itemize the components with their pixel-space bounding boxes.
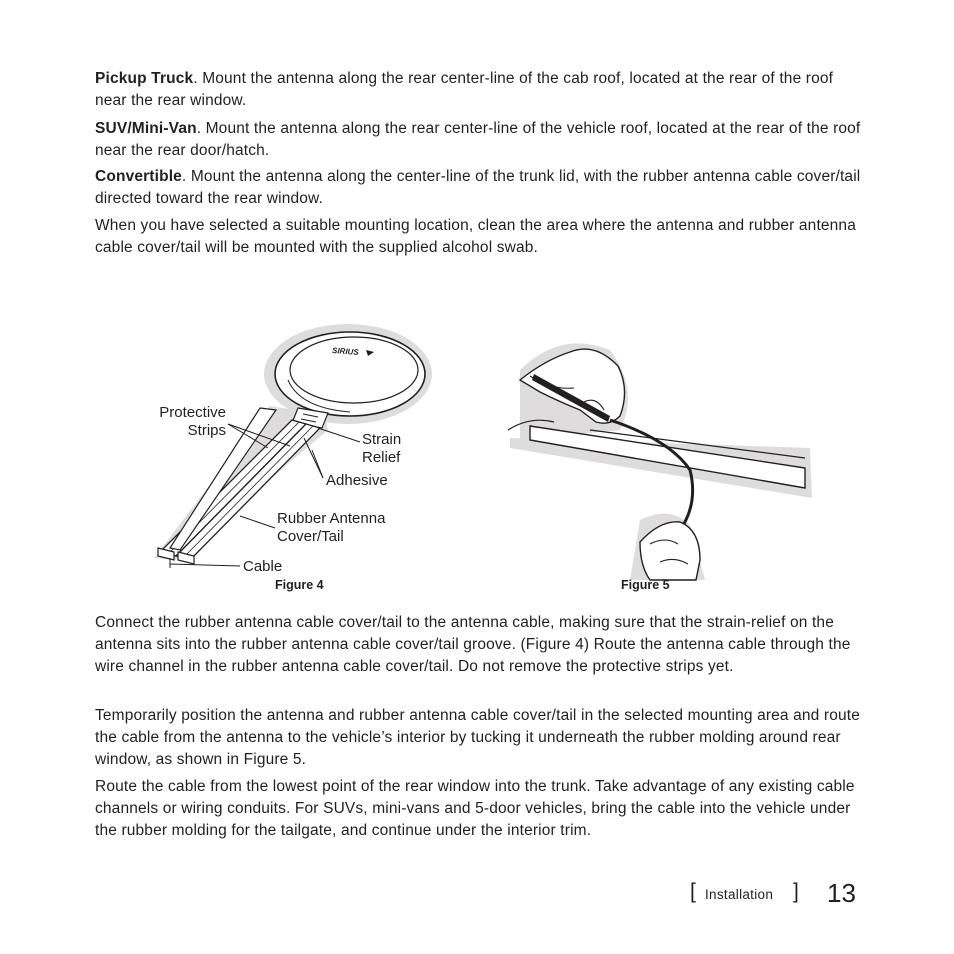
sirius-logo: SIRIUS [331,346,359,357]
paragraph-convertible [95,166,865,210]
term-convertible: Convertible [95,168,182,185]
footer-section-name: Installation [705,887,774,902]
footer-right-bracket: ] [793,880,799,903]
term-pickup-truck: Pickup Truck [95,70,194,87]
paragraph-clean-area: When you have selected a suitable mounting location, clean the area where the antenna and rubber antenna cable cover/tail will be mounted with the supplied alcohol swab. [95,217,856,256]
page-number: 13 [827,878,856,908]
figure-4 [140,320,460,600]
antenna-illustration [140,320,460,600]
label-strain-line1: Strain [362,431,402,448]
label-strain-relief [362,431,401,467]
page-footer [690,878,870,912]
convertible-text: . Mount the antenna along the center-line of the trunk lid, with the rubber antenna cable cover/tail directed toward the rear window. [95,168,861,207]
paragraph-temporary-position: Temporarily position the antenna and rubber antenna cable cover/tail in the selected mounting area and route the cable from the antenna to the vehicle’s interior by tucking it underneath the rubber molding around rear window, as shown in Figure 5. [95,707,860,768]
label-protective-strips [146,404,226,440]
label-rubber-antenna-cover-tail [277,510,385,546]
label-rubber-line1: Rubber Antenna [277,510,386,527]
label-strain-line2: Relief [362,449,401,466]
figure-5-caption: Figure 5 [621,578,670,592]
figure-4-caption: Figure 4 [275,578,324,592]
term-suv-minivan: SUV/Mini-Van [95,120,197,137]
label-rubber-line2: Cover/Tail [277,528,344,545]
hands-routing-cable-illustration [500,330,820,600]
label-adhesive: Adhesive [326,472,388,489]
suv-minivan-text: . Mount the antenna along the rear center-line of the vehicle roof, located at the rear of the roof near the rear door/hatch. [95,120,861,159]
paragraph-suv-minivan [95,118,865,162]
label-protective-line1: Protective [159,404,226,421]
paragraph-pickup-truck [95,68,865,112]
paragraph-connect-cable: Connect the rubber antenna cable cover/tail to the antenna cable, making sure that the strain-relief on the antenna sits into the rubber antenna cable cover/tail groove. (Figure 4) Route the antenna cable through the wire channel in the rubber antenna cable cover/tail. Do not remove the protective strips yet. [95,614,851,675]
label-protective-line2: Strips [187,422,226,439]
footer-left-bracket: [ [690,880,696,903]
label-cable: Cable [243,558,283,575]
pickup-truck-text: . Mount the antenna along the rear center-line of the cab roof, located at the rear of the roof near the rear window. [95,70,834,109]
paragraph-route-cable: Route the cable from the lowest point of the rear window into the trunk. Take advantage of any existing cable channels or wiring conduits. For SUVs, mini-vans and 5-door vehicles, bring the cable into the vehicle under the rubber molding for the tailgate, and continue under the interior trim. [95,778,855,839]
figure-5 [500,330,820,600]
